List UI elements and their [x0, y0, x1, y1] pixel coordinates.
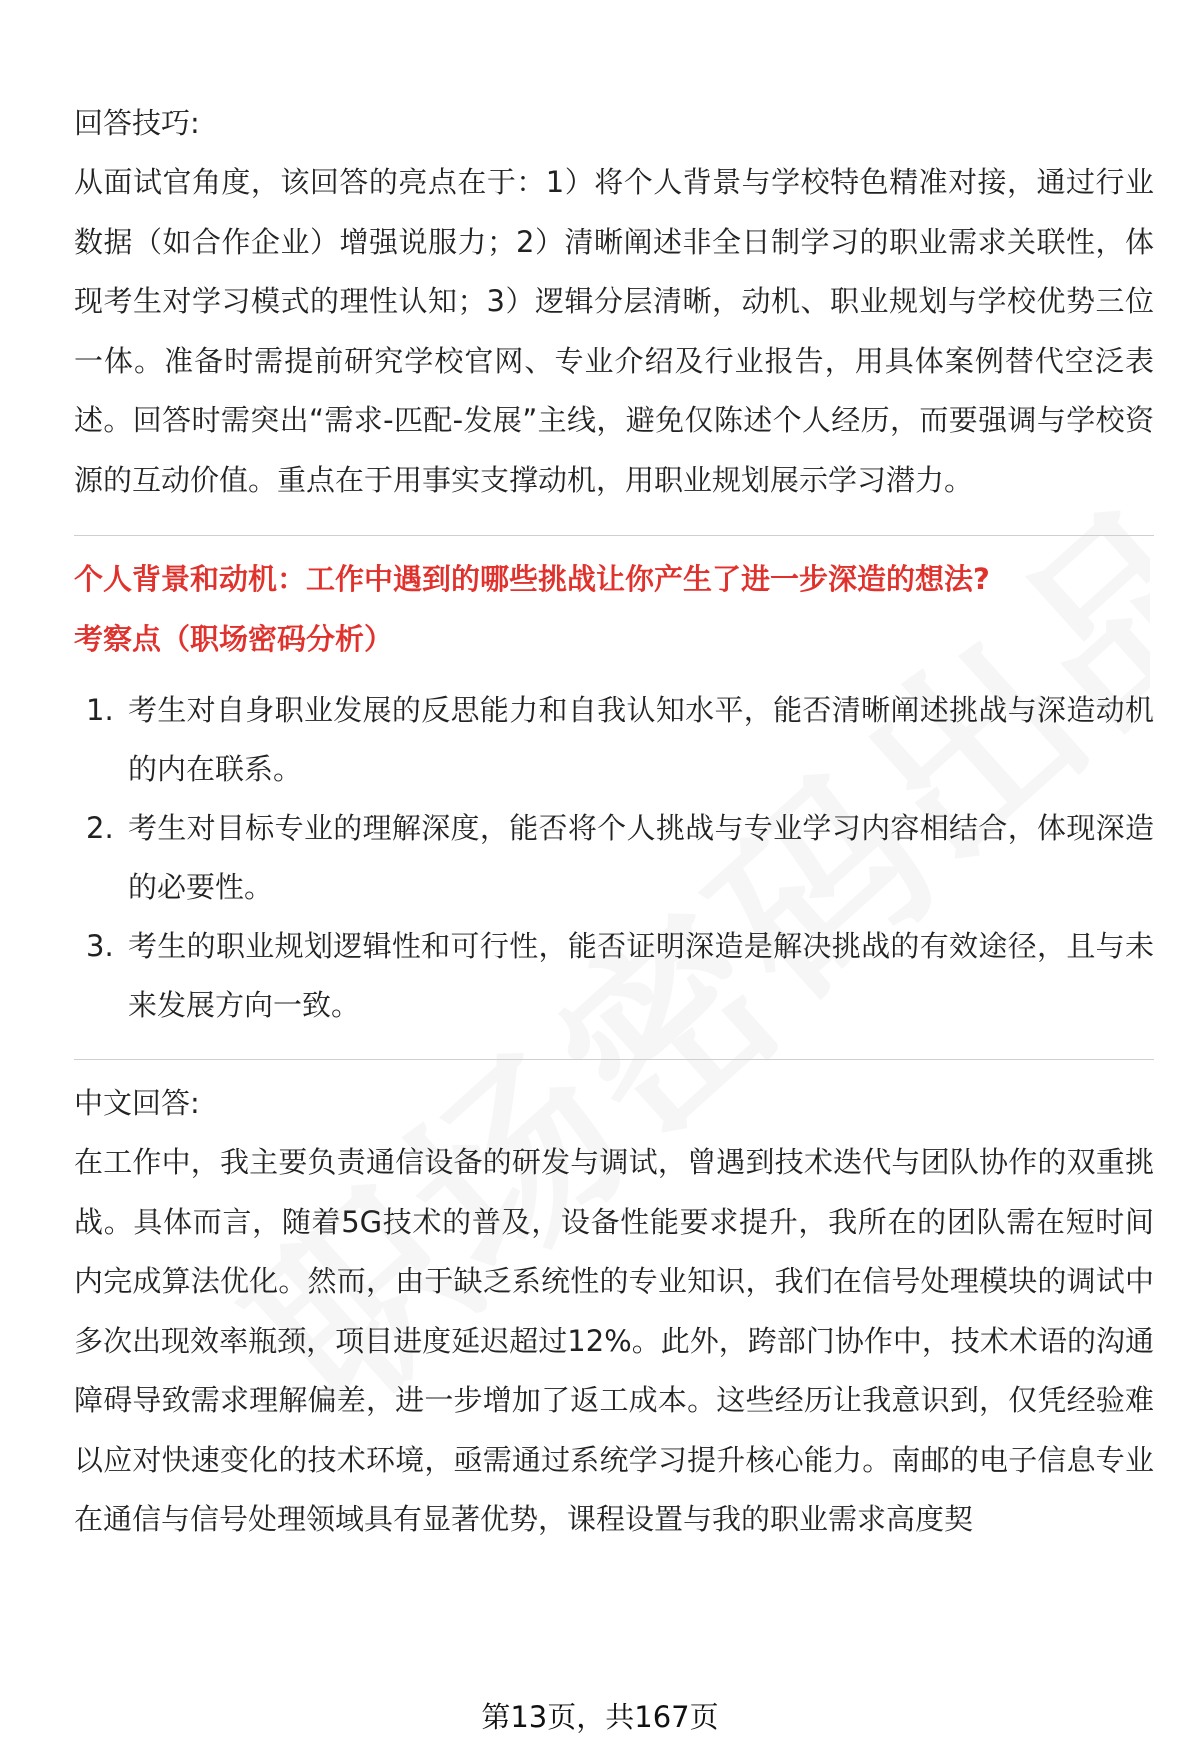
page-content [74, 94, 1154, 1550]
chinese-answer-body: 在工作中，我主要负责通信设备的研发与调试，曾遇到技术迭代与团队协作的双重挑战。具体而言，随着5G技术的普及，设备性能要求提升，我所在的团队需在短时间内完成算法优化。然而，由于缺乏系统性的专业知识，我们在信号处理模块的调试中多次出现效率瓶颈，项目进度延迟超过12%。此外，跨部门协作中，技术术语的沟通障碍导致需求理解偏差，进一步增加了返工成本。这些经历让我意识到，仅凭经验难以应对快速变化的技术环境，亟需通过系统学习提升核心能力。南邮的电子信息专业在通信与信号处理领域具有显著优势，课程设置与我的职业需求高度契 [74, 1145, 1154, 1536]
chinese-answer-section [74, 1074, 1154, 1550]
section-divider [74, 535, 1154, 536]
assessment-points-heading: 考察点（职场密码分析） [74, 622, 394, 656]
list-item-number: 1. [86, 693, 114, 727]
list-item-text: 考生对目标专业的理解深度，能否将个人挑战与专业学习内容相结合，体现深造的必要性。 [128, 811, 1154, 904]
list-item-text: 考生的职业规划逻辑性和可行性，能否证明深造是解决挑战的有效途径，且与未来发展方向一致。 [128, 929, 1154, 1022]
list-item [74, 799, 1154, 917]
list-item-number: 3. [86, 929, 114, 963]
list-item-text: 考生对自身职业发展的反思能力和自我认知水平，能否清晰阐述挑战与深造动机的内在联系。 [128, 693, 1154, 786]
answer-tips-label: 回答技巧: [74, 106, 200, 140]
answer-tips-body: 从面试官角度，该回答的亮点在于：1）将个人背景与学校特色精准对接，通过行业数据（如合作企业）增强说服力；2）清晰阐述非全日制学习的职业需求关联性，体现考生对学习模式的理性认知；3）逻辑分层清晰，动机、职业规划与学校优势三位一体。准备时需提前研究学校官网、专业介绍及行业报告，用具体案例替代空泛表述。回答时需突出“需求-匹配-发展”主线，避免仅陈述个人经历，而要强调与学校资源的互动价值。重点在于用事实支撑动机，用职业规划展示学习潜力。 [74, 165, 1154, 497]
page-number: 第13页，共167页 [481, 1700, 719, 1734]
list-item [74, 681, 1154, 799]
question-title: 个人背景和动机：工作中遇到的哪些挑战让你产生了进一步深造的想法? [74, 562, 990, 596]
list-item-number: 2. [86, 811, 114, 845]
question-section [74, 549, 1154, 1035]
chinese-answer-label: 中文回答: [74, 1086, 200, 1120]
assessment-points-list [74, 681, 1154, 1035]
answer-tips-section [74, 94, 1154, 510]
section-divider [74, 1059, 1154, 1060]
list-item [74, 917, 1154, 1035]
